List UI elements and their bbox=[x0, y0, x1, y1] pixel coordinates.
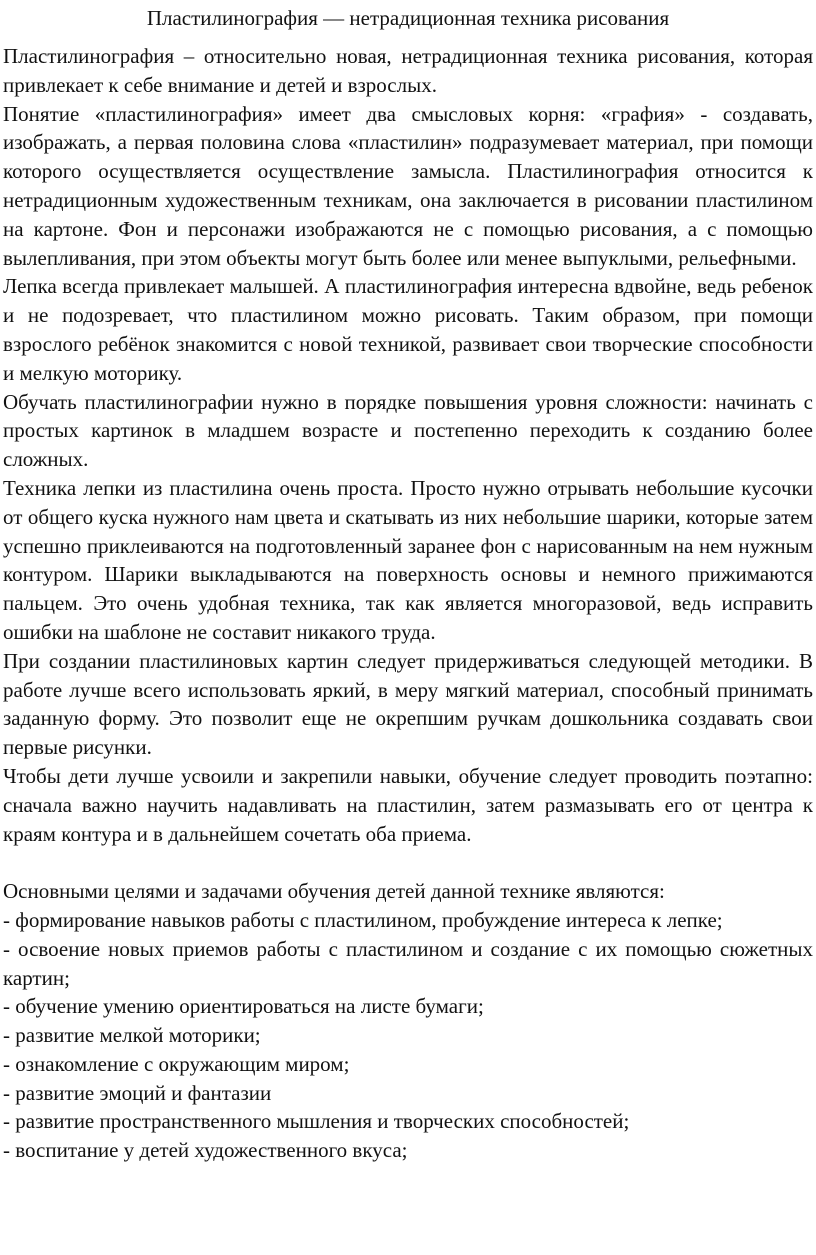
goal-item: - развитие мелкой моторики; bbox=[3, 1023, 261, 1048]
goal-item: - развитие эмоций и фантазии bbox=[3, 1080, 272, 1105]
paragraph-technique: Техника лепки из пластилина очень проста. Просто нужно отрывать небольшие кусочки от общего куска нужного нам цвета и скатывать из них небольшие шарики, которые затем успешно приклеиваются на подготовленный заранее фон с нарисованным на нем нужным контуром. Шарики выкладываются на поверхность основы и немного прижимаются пальцем. Это очень удобная техника, так как является многоразовой, ведь исправить ошибки на шаблоне не составит никакого труда. bbox=[3, 475, 813, 644]
blank-line bbox=[3, 848, 813, 877]
page-title: Пластилинография — нетрадиционная техника рисования bbox=[146, 6, 670, 30]
paragraph-concept: Понятие «пластилинография» имеет два смысловых корня: «графия» - создавать, изображать, а первая половина слова «пластилин» подразумевает материал, при помощи которого осуществляется осуществление замысла. Пластилинография относится к нетрадиционным художественным техникам, она заключается в рисовании пластилином на картоне. Фон и персонажи изображаются не с помощью рисования, а с помощью вылепливания, при этом объекты могут быть более или менее выпуклыми, рельефными. bbox=[3, 101, 813, 270]
paragraph-modeling: Лепка всегда привлекает малышей. А пластилинография интересна вдвойне, ведь ребенок и не подозревает, что пластилином можно рисовать. Таким образом, при помощи взрослого ребёнок знакомится с новой техникой, развивает свои творческие способности и мелкую моторику. bbox=[3, 274, 813, 385]
goal-item: - ознакомление с окружающим миром; bbox=[3, 1051, 350, 1076]
paragraph-teaching-order: Обучать пластилинографии нужно в порядке повышения уровня сложности: начинать с простых картинок в младшем возрасте и постепенно переходить к созданию более сложных. bbox=[3, 389, 813, 472]
paragraph-methodology: При создании пластилиновых картин следует придерживаться следующей методики. В работе лучше всего использовать яркий, в меру мягкий материал, способный принимать заданную форму. Это позволит еще не окрепшим ручкам дошкольника создавать свои первые рисунки. bbox=[3, 648, 813, 760]
goal-item: - воспитание у детей художественного вкуса; bbox=[3, 1138, 408, 1163]
goals-list bbox=[3, 906, 813, 1165]
goal-item: - обучение умению ориентироваться на листе бумаги; bbox=[3, 994, 484, 1019]
goals-heading: Основными целями и задачами обучения детей данной технике являются: bbox=[3, 879, 665, 904]
goal-item: - освоение новых приемов работы с пластилином и создание с их помощью сюжетных картин; bbox=[3, 936, 813, 990]
paragraph-intro: Пластилинография – относительно новая, нетрадиционная техника рисования, которая привлекает к себе внимание и детей и взрослых. bbox=[3, 44, 813, 97]
goal-item: - формирование навыков работы с пластилином, пробуждение интереса к лепке; bbox=[3, 907, 723, 932]
goal-item: - развитие пространственного мышления и творческих способностей; bbox=[3, 1109, 630, 1134]
paragraph-stages: Чтобы дети лучше усвоили и закрепили навыки, обучение следует проводить поэтапно: сначала важно научить надавливать на пластилин, затем размазывать его от центра к краям контура и в дальнейшем сочетать оба приема. bbox=[3, 763, 813, 846]
